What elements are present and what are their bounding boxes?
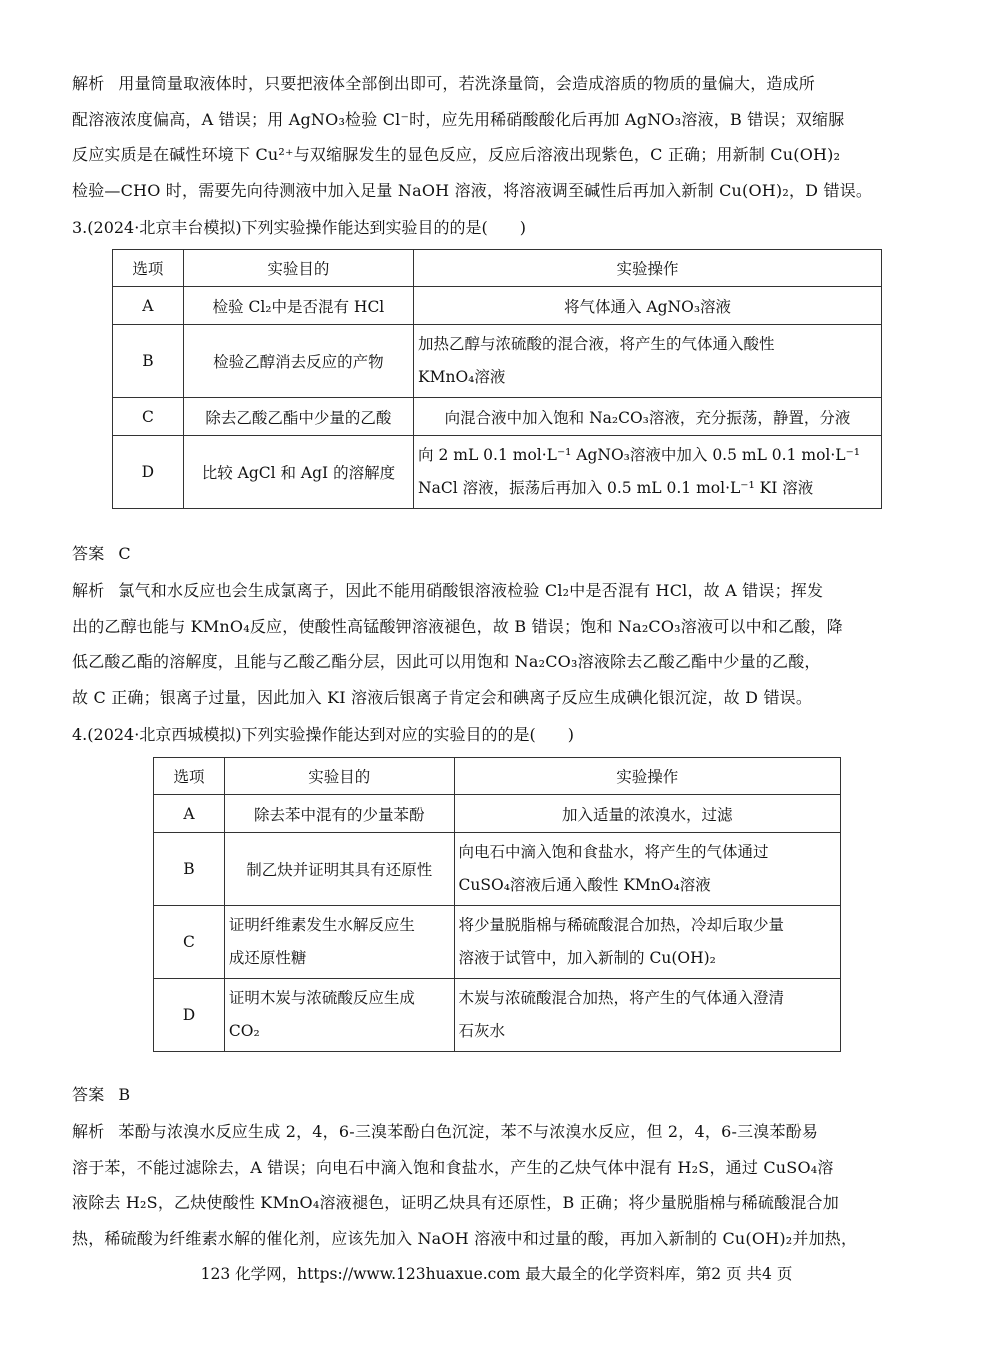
question-3-stem: 3.(2024·北京丰台模拟)下列实验操作能达到实验目的的是( ) (72, 218, 527, 237)
answer-value: B (118, 1085, 131, 1104)
operation-line: 木炭与浓硫酸混合加热，将产生的气体通入澄清 (458, 989, 785, 1007)
purpose-cell: 除去苯中混有的少量苯酚 (224, 795, 454, 833)
table-row (154, 795, 841, 833)
purpose-cell: 除去乙酸乙酯中少量的乙酸 (183, 398, 413, 436)
purpose-cell: 比较 AgCl 和 AgI 的溶解度 (183, 436, 413, 509)
operation-cell: 向混合液中加入饱和 Na₂CO₃溶液，充分振荡，静置，分液 (414, 398, 882, 436)
operation-line: 向电石中滴入饱和食盐水，将产生的气体通过 (458, 843, 769, 861)
analysis-label: 解析 (72, 1122, 105, 1141)
analysis-line: 用量筒量取液体时，只要把液体全部倒出即可，若洗涤量筒，会造成溶质的物质的量偏大，造成所 (118, 74, 816, 93)
purpose-cell (224, 906, 454, 979)
operation-cell: 加入适量的浓溴水，过滤 (454, 795, 840, 833)
operation-cell (414, 436, 882, 509)
option-cell: B (154, 833, 225, 906)
header-option: 选项 (154, 758, 225, 795)
table-row (113, 436, 882, 509)
operation-cell (454, 979, 840, 1052)
option-cell: D (154, 979, 225, 1052)
question-3-table (112, 249, 882, 509)
answer-label: 答案 (72, 1085, 105, 1104)
question-4-answer (72, 1077, 934, 1113)
question-3-analysis (72, 573, 934, 715)
operation-cell: 将气体通入 AgNO₃溶液 (414, 287, 882, 325)
question-4-stem: 4.(2024·北京西城模拟)下列实验操作能达到对应的实验目的的是( ) (72, 725, 575, 744)
table-row (154, 979, 841, 1052)
option-cell: B (113, 325, 184, 398)
table-row (113, 325, 882, 398)
header-option: 选项 (113, 250, 184, 287)
table-row (113, 287, 882, 325)
purpose-cell: 制乙炔并证明其具有还原性 (224, 833, 454, 906)
analysis-line: 反应实质是在碱性环境下 Cu²⁺与双缩脲发生的显色反应，反应后溶液出现紫色，C 正确；用新制 Cu(OH)₂ (72, 145, 841, 164)
purpose-cell: 检验 Cl₂中是否混有 HCl (183, 287, 413, 325)
operation-line: 加热乙醇与浓硫酸的混合液，将产生的气体通入酸性 (418, 335, 775, 353)
analysis-line: 热，稀硫酸为纤维素水解的催化剂，应该先加入 NaOH 溶液中和过量的酸，再加入新制的 Cu(OH)₂并加热， (72, 1228, 858, 1248)
option-cell: C (113, 398, 184, 436)
operation-line: KMnO₄溶液 (418, 368, 506, 386)
analysis-line: 氯气和水反应也会生成氯离子，因此不能用硝酸银溶液检验 Cl₂中是否混有 HCl，故 A 错误；挥发 (118, 581, 824, 600)
top-analysis (72, 66, 934, 208)
table-header-row (154, 758, 841, 795)
analysis-label: 解析 (72, 581, 105, 600)
option-cell: C (154, 906, 225, 979)
analysis-line: 低乙酸乙酯的溶解度，且能与乙酸乙酯分层，因此可以用饱和 Na₂CO₃溶液除去乙酸乙酯中少量的乙酸， (72, 652, 821, 671)
operation-cell (414, 325, 882, 398)
purpose-line: 证明木炭与浓硫酸反应生成 (228, 989, 415, 1007)
header-purpose: 实验目的 (224, 758, 454, 795)
page-footer: 123 化学网，https://www.123huaxue.com 最大最全的化学资料库，第2 页 共4 页 (200, 1265, 793, 1283)
question-4-table (153, 757, 841, 1052)
analysis-line: 液除去 H₂S，乙炔使酸性 KMnO₄溶液褪色，证明乙炔具有还原性，B 正确；将少量脱脂棉与稀硫酸混合加 (72, 1193, 839, 1212)
operation-line: 向 2 mL 0.1 mol·L⁻¹ AgNO₃溶液中加入 0.5 mL 0.1 mol·L⁻¹ (418, 446, 860, 464)
table-header-row (113, 250, 882, 287)
purpose-line: CO₂ (228, 1022, 260, 1040)
table-row (113, 398, 882, 436)
purpose-cell: 检验乙醇消去反应的产物 (183, 325, 413, 398)
analysis-label: 解析 (72, 74, 105, 93)
question-3-answer (72, 536, 934, 572)
header-operation: 实验操作 (454, 758, 840, 795)
analysis-line: 配溶液浓度偏高，A 错误；用 AgNO₃检验 Cl⁻时，应先用稀硝酸酸化后再加 AgNO₃溶液，B 错误；双缩脲 (72, 109, 845, 129)
operation-line: 石灰水 (458, 1022, 506, 1040)
analysis-line: 苯酚与浓溴水反应生成 2，4，6-三溴苯酚白色沉淀，苯不与浓溴水反应，但 2，4，6-三溴苯酚易 (118, 1122, 819, 1141)
operation-line: 将少量脱脂棉与稀硫酸混合加热，冷却后取少量 (458, 916, 785, 934)
analysis-line: 溶于苯，不能过滤除去，A 错误；向电石中滴入饱和食盐水，产生的乙炔气体中混有 H₂S，通过 CuSO₄溶 (72, 1157, 834, 1177)
purpose-line: 成还原性糖 (228, 949, 307, 967)
question-4-analysis (72, 1114, 934, 1256)
table-row (154, 833, 841, 906)
purpose-line: 证明纤维素发生水解反应生 (228, 916, 415, 934)
answer-label: 答案 (72, 544, 105, 563)
answer-value: C (118, 544, 131, 563)
operation-line: 溶液于试管中，加入新制的 Cu(OH)₂ (458, 949, 716, 967)
header-operation: 实验操作 (414, 250, 882, 287)
analysis-line: 故 C 正确；银离子过量，因此加入 KI 溶液后银离子肯定会和碘离子反应生成碘化银沉淀，故 D 错误。 (72, 687, 813, 707)
operation-line: NaCl 溶液，振荡后再加入 0.5 mL 0.1 mol·L⁻¹ KI 溶液 (418, 479, 814, 497)
header-purpose: 实验目的 (183, 250, 413, 287)
option-cell: A (154, 795, 225, 833)
operation-cell (454, 833, 840, 906)
option-cell: D (113, 436, 184, 509)
analysis-line: 检验—CHO 时，需要先向待测液中加入足量 NaOH 溶液，将溶液调至碱性后再加入新制 Cu(OH)₂，D 错误。 (72, 180, 873, 200)
analysis-line: 出的乙醇也能与 KMnO₄反应，使酸性高锰酸钾溶液褪色，故 B 错误；饱和 Na₂CO₃溶液可以中和乙酸，降 (72, 616, 843, 636)
operation-line: CuSO₄溶液后通入酸性 KMnO₄溶液 (458, 876, 711, 894)
table-row (154, 906, 841, 979)
purpose-cell (224, 979, 454, 1052)
operation-cell (454, 906, 840, 979)
option-cell: A (113, 287, 184, 325)
